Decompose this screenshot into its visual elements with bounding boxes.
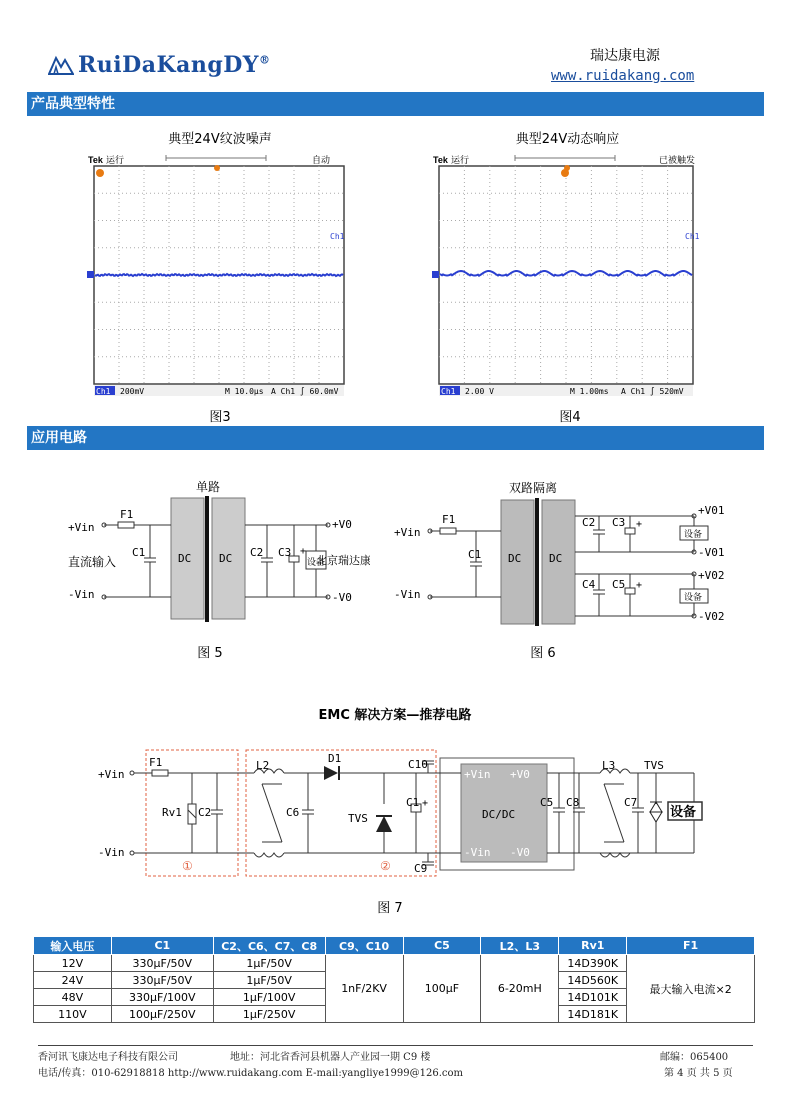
website-link[interactable]: www.ruidakang.com [551,68,695,84]
header-cell: C2、C6、C7、C8 [213,937,325,955]
c5-f1: F1 [120,508,134,521]
cell-c9c10: 1nF/2KV [325,955,403,1023]
figure7-caption: 图 7 [377,901,403,916]
circuit-emc [94,744,714,894]
table-header-row [34,937,755,955]
scope1-trigger-status: 自动 [312,156,331,166]
c7-c7: C7 [624,796,638,809]
c7-c9: C9 [414,862,428,875]
figure6-caption: 图 6 [530,646,556,661]
c7-tvs: TVS [348,812,368,825]
cell-rv1: 14D390K [559,955,627,972]
cell-f1: 最大输入电流×2 [627,955,755,1023]
company-name: 瑞达康电源 [590,48,660,64]
scope1-brand: Tek [88,155,103,165]
scope2-brand: Tek [433,155,448,165]
scope2-ch-marker: Ch1 [685,232,700,241]
c6-v02p: +V02 [698,569,725,582]
c7-d1: D1 [328,752,342,765]
table-row [34,955,755,972]
footer-company: 香河讯飞康达电子科技有限公司 [38,1052,178,1063]
c6-vin-p: +Vin [394,526,421,539]
c5-c1: C1 [132,546,146,559]
scope2-scale: 2.00 V [465,387,494,396]
header-cell: C5 [403,937,481,955]
svg-text:+: + [636,580,643,591]
footer-divider [38,1045,753,1046]
c7-f1: F1 [149,756,163,769]
scope1-scale: 200mV [120,387,145,396]
scope2-trigger-status: 已被触发 [659,156,696,166]
c7-mark2: ② [380,859,391,873]
section-bar-typical: 产品典型特性 [27,92,764,116]
cell-c1: 330μF/50V [111,972,213,989]
c5-c2: C2 [250,546,264,559]
c7-module: DC/DC [482,808,516,821]
c7-tvs2: TVS [644,759,664,772]
header-cell: F1 [627,937,755,955]
header-cell: 输入电压 [34,937,112,955]
circuit-dual-isolated [392,476,752,636]
c5-c3: C3 [278,546,292,559]
c5-watermark: 北京瑞达康 [316,554,370,567]
scope2-timebase: M 1.00ms [570,387,609,396]
svg-text:+: + [300,546,307,557]
c6-v01p: +V01 [698,504,725,517]
scope2-trigger: A Ch1 ∫ 520mV [621,387,684,396]
c7-c8: C8 [566,796,580,809]
c6-dc-in: DC [508,552,522,565]
cell-c5: 100μF [403,955,481,1023]
scope1-title: 典型24V纹波噪声 [168,132,272,147]
c7-load: 设备 [670,805,697,820]
c6-vin-n: -Vin [394,588,421,601]
scope1-channel: Ch1 [96,387,111,396]
header-cell: C1 [111,937,213,955]
mountain-logo-icon [48,55,74,75]
cell-voltage: 48V [34,989,112,1006]
cell-voltage: 12V [34,955,112,972]
c5-vo-p: +V0 [332,518,352,531]
c5-vo-n: -V0 [332,591,352,604]
c7-l2: L2 [256,759,270,772]
figure5-caption: 图 5 [197,646,223,661]
cell-c1: 330μF/100V [111,989,213,1006]
svg-text:+: + [636,519,643,530]
cell-c2: 1μF/50V [213,955,325,972]
header-cell: L2、L3 [481,937,559,955]
cell-c2: 1μF/50V [213,972,325,989]
c7-l3: L3 [602,759,616,772]
c6-f1: F1 [442,513,456,526]
cell-c1: 100μF/250V [111,1006,213,1023]
header-cell: Rv1 [559,937,627,955]
scope2-title: 典型24V动态响应 [515,132,620,147]
company-logo [48,52,271,78]
footer-page-number: 第 4 页 共 5 页 [664,1068,733,1079]
c5-vin-p: +Vin [68,521,95,534]
c7-c6: C6 [286,806,300,819]
c5-dc-in: DC [178,552,192,565]
cell-rv1: 14D181K [559,1006,627,1023]
oscilloscope-dynamic [431,152,703,397]
scope1-trigger: A Ch1 ∫ 60.0mV [271,387,339,396]
c7-mod-vo-n: -V0 [510,846,530,859]
footer-contact: 电话/传真：010-62918818 http://www.ruidakang.com E-mail:yangliye1999@126.com [38,1068,463,1079]
circuit-single-output [60,476,370,626]
c5-input-label: 直流输入 [68,555,117,569]
c5-title: 单路 [196,480,221,494]
c7-vin-p: +Vin [98,768,125,781]
cell-c2: 1μF/100V [213,989,325,1006]
logo-text: RuiDaKangDY [78,52,260,78]
footer-address: 地址：河北省香河县机器人产业园一期 C9 楼 [230,1052,431,1063]
scope1-timebase: M 10.0μs [225,387,264,396]
c5-load: 设备 [307,558,326,568]
cell-c2: 1μF/250V [213,1006,325,1023]
c6-v02n: -V02 [698,610,725,623]
c7-mod-vin-p: +Vin [464,768,491,781]
figure4-caption: 图4 [559,410,581,425]
c6-c2: C2 [582,516,596,529]
c7-c5: C5 [540,796,554,809]
cell-rv1: 14D101K [559,989,627,1006]
cell-c1: 330μF/50V [111,955,213,972]
c6-load2: 设备 [684,593,703,603]
c7-vin-n: -Vin [98,846,125,859]
c7-c1: C1 [406,796,420,809]
footer-postcode: 邮编：065400 [660,1052,729,1063]
c6-c4: C4 [582,578,596,591]
cell-l2l3: 6-20mH [481,955,559,1023]
cell-voltage: 110V [34,1006,112,1023]
c6-dc-out: DC [549,552,563,565]
cell-rv1: 14D560K [559,972,627,989]
c6-title: 双路隔离 [509,481,558,495]
c7-mod-vin-n: -Vin [464,846,491,859]
registered-mark: ® [259,53,271,67]
c6-c3: C3 [612,516,626,529]
c6-v01n: -V01 [698,546,725,559]
oscilloscope-ripple [86,152,354,397]
c5-dc-out: DC [219,552,233,565]
c7-c2: C2 [198,806,212,819]
figure3-caption: 图3 [209,410,231,425]
c6-c1: C1 [468,548,482,561]
header-cell: C9、C10 [325,937,403,955]
section-bar-application: 应用电路 [27,426,764,450]
cell-voltage: 24V [34,972,112,989]
scope1-ch-marker: Ch1 [330,232,345,241]
c7-rv1: Rv1 [162,806,182,819]
scope1-mode: 运行 [106,156,125,166]
c7-mark1: ① [182,859,193,873]
component-table [33,936,755,1023]
c7-c10: C10 [408,758,428,771]
svg-text:+: + [422,798,429,809]
c5-vin-n: -Vin [68,588,95,601]
c7-mod-vo-p: +V0 [510,768,530,781]
scope2-mode: 运行 [451,156,470,166]
c6-load1: 设备 [684,530,703,540]
c6-c5: C5 [612,578,626,591]
scope2-channel: Ch1 [441,387,456,396]
emc-title: EMC 解决方案—推荐电路 [318,708,472,723]
